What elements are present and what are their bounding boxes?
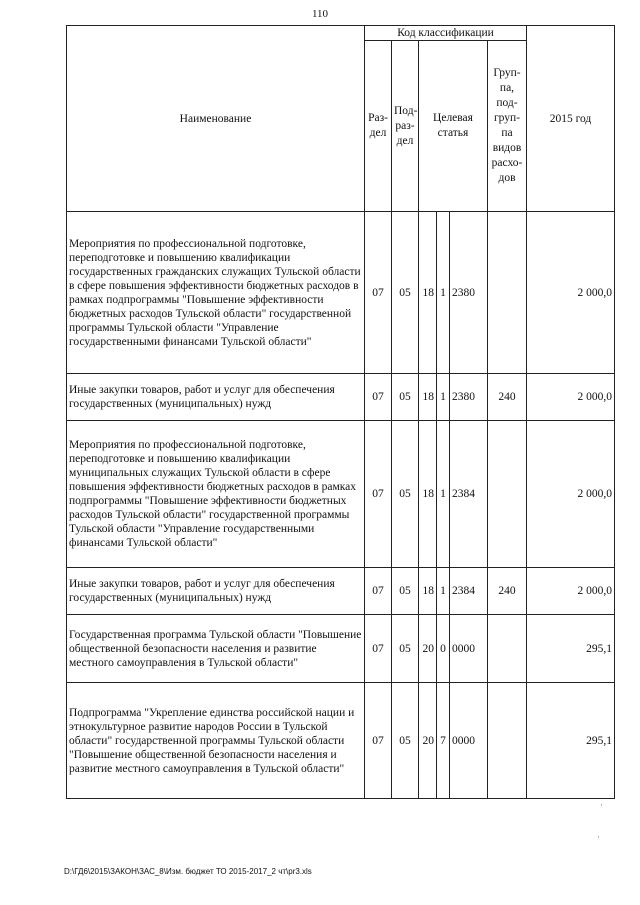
row-expense-group [488,212,527,374]
row-target-direction: 2380 [450,212,488,374]
row-section: 07 [365,568,392,615]
row-target-subprogram: 1 [437,421,450,568]
row-target-subprogram: 0 [437,615,450,683]
row-expense-group [488,615,527,683]
row-target-program: 18 [419,374,437,421]
row-amount: 2 000,0 [527,568,615,615]
table-row [67,568,615,615]
row-target-direction: 2384 [450,568,488,615]
row-amount: 2 000,0 [527,374,615,421]
row-expense-group [488,683,527,799]
row-target-direction: 2380 [450,374,488,421]
row-expense-group [488,421,527,568]
row-name: Иные закупки товаров, работ и услуг для обеспечения государственных (муниципальных) нужд [67,568,365,615]
row-subsection: 05 [392,374,419,421]
header-year: 2015 год [527,26,615,212]
row-subsection: 05 [392,615,419,683]
row-amount: 2 000,0 [527,421,615,568]
row-amount: 2 000,0 [527,212,615,374]
row-target-direction: 0000 [450,615,488,683]
row-subsection: 05 [392,421,419,568]
row-target-subprogram: 1 [437,212,450,374]
row-target-program: 18 [419,421,437,568]
row-target-subprogram: 1 [437,568,450,615]
row-target-direction: 0000 [450,683,488,799]
row-name: Государственная программа Тульской области "Повышение общественной безопасности населения и развитие местного самоуправления в Тульской области" [67,615,365,683]
row-subsection: 05 [392,212,419,374]
row-subsection: 05 [392,568,419,615]
row-expense-group: 240 [488,374,527,421]
row-amount: 295,1 [527,683,615,799]
table-row [67,421,615,568]
row-target-direction: 2384 [450,421,488,568]
row-name: Подпрограмма "Укрепление единства российской нации и этнокультурное развитие народов России в Тульской области" государственной программы Тульской области "Повышение общественной безопасности населения и развитие местного самоуправления в Тульской области" [67,683,365,799]
table-row [67,683,615,799]
header-section: Раз- дел [365,41,392,212]
row-target-subprogram: 7 [437,683,450,799]
row-target-program: 20 [419,615,437,683]
header-subsection: Под- раз- дел [392,41,419,212]
row-section: 07 [365,683,392,799]
page-number: 110 [311,8,329,20]
header-target: Целевая статья [419,41,488,212]
row-expense-group: 240 [488,568,527,615]
row-subsection: 05 [392,683,419,799]
header-name: Наименование [67,26,365,212]
row-section: 07 [365,615,392,683]
scan-speck: · [600,800,603,810]
row-target-program: 20 [419,683,437,799]
row-target-program: 18 [419,568,437,615]
table-row [67,212,615,374]
budget-table [66,25,615,799]
header-group: Груп- па, под- груп- па видов расхо- дов [488,41,527,212]
row-amount: 295,1 [527,615,615,683]
row-name: Мероприятия по профессиональной подготовке, переподготовке и повышению квалификации муниципальных служащих Тульской области в сфере повышения эффективности бюджетных расходов в рамках подпрограммы "Повышение эффективности бюджетных расходов Тульской области" государственной программы Тульской области "Управление государственными финансами Тульской области" [67,421,365,568]
header-classification: Код классификации [365,26,527,41]
row-target-program: 18 [419,212,437,374]
row-target-subprogram: 1 [437,374,450,421]
row-section: 07 [365,212,392,374]
table-row [67,374,615,421]
table-row [67,615,615,683]
row-section: 07 [365,421,392,568]
row-name: Иные закупки товаров, работ и услуг для обеспечения государственных (муниципальных) нужд [67,374,365,421]
row-section: 07 [365,374,392,421]
footer-file-path: D:\ГД6\2015\ЗАКОН\ЗАС_8\Изм. бюджет ТО 2015-2017_2 чт\pr3.xls [64,867,312,876]
scan-speck: · [597,832,600,842]
row-name: Мероприятия по профессиональной подготовке, переподготовке и повышению квалификации государственных гражданских служащих Тульской области в сфере повышения эффективности бюджетных расходов в рамках подпрограммы "Повышение эффективности бюджетных расходов Тульской области" государственной программы Тульской области "Управление государственными финансами Тульской области" [67,212,365,374]
